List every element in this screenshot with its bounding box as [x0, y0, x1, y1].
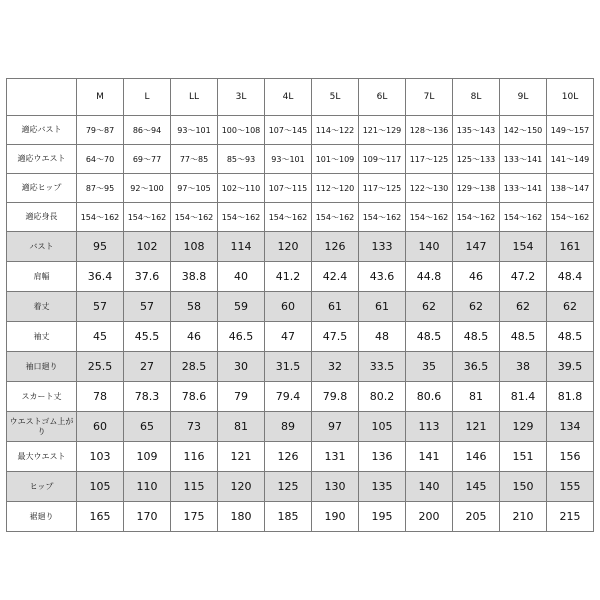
value-cell: 102〜110 [218, 174, 265, 203]
value-cell: 142〜150 [500, 116, 547, 145]
value-cell: 154〜162 [124, 203, 171, 232]
value-cell: 33.5 [359, 352, 406, 382]
value-cell: 45 [77, 322, 124, 352]
table-row [7, 262, 594, 292]
value-cell: 62 [547, 292, 594, 322]
table-row [7, 322, 594, 352]
value-cell: 205 [453, 502, 500, 532]
value-cell: 121〜129 [359, 116, 406, 145]
value-cell: 95 [77, 232, 124, 262]
value-cell: 126 [265, 442, 312, 472]
value-cell: 41.2 [265, 262, 312, 292]
value-cell: 28.5 [171, 352, 218, 382]
value-cell: 32 [312, 352, 359, 382]
value-cell: 47.5 [312, 322, 359, 352]
value-cell: 120 [218, 472, 265, 502]
value-cell: 154〜162 [500, 203, 547, 232]
table-row [7, 145, 594, 174]
value-cell: 38 [500, 352, 547, 382]
value-cell: 121 [453, 412, 500, 442]
value-cell: 78 [77, 382, 124, 412]
value-cell: 200 [406, 502, 453, 532]
size-header-3l: 3L [218, 79, 265, 116]
value-cell: 138〜147 [547, 174, 594, 203]
value-cell: 31.5 [265, 352, 312, 382]
value-cell: 100〜108 [218, 116, 265, 145]
value-cell: 62 [406, 292, 453, 322]
row-label: ウエストゴム上がり [7, 412, 77, 442]
value-cell: 154〜162 [547, 203, 594, 232]
value-cell: 78.6 [171, 382, 218, 412]
value-cell: 48.5 [547, 322, 594, 352]
value-cell: 60 [77, 412, 124, 442]
value-cell: 154〜162 [453, 203, 500, 232]
value-cell: 114〜122 [312, 116, 359, 145]
row-label: ヒップ [7, 472, 77, 502]
value-cell: 190 [312, 502, 359, 532]
value-cell: 81.8 [547, 382, 594, 412]
value-cell: 42.4 [312, 262, 359, 292]
size-header-7l: 7L [406, 79, 453, 116]
value-cell: 27 [124, 352, 171, 382]
value-cell: 44.8 [406, 262, 453, 292]
value-cell: 48.5 [453, 322, 500, 352]
value-cell: 101〜109 [312, 145, 359, 174]
row-label: 適応ヒップ [7, 174, 77, 203]
value-cell: 135〜143 [453, 116, 500, 145]
row-label: 袖口廻り [7, 352, 77, 382]
value-cell: 105 [359, 412, 406, 442]
value-cell: 185 [265, 502, 312, 532]
value-cell: 133〜141 [500, 174, 547, 203]
value-cell: 79.4 [265, 382, 312, 412]
value-cell: 92〜100 [124, 174, 171, 203]
value-cell: 165 [77, 502, 124, 532]
row-label: 最大ウエスト [7, 442, 77, 472]
value-cell: 36.5 [453, 352, 500, 382]
value-cell: 93〜101 [171, 116, 218, 145]
size-header-4l: 4L [265, 79, 312, 116]
value-cell: 121 [218, 442, 265, 472]
value-cell: 93〜101 [265, 145, 312, 174]
value-cell: 59 [218, 292, 265, 322]
size-header-row [7, 79, 594, 116]
value-cell: 25.5 [77, 352, 124, 382]
value-cell: 155 [547, 472, 594, 502]
value-cell: 122〜130 [406, 174, 453, 203]
value-cell: 57 [77, 292, 124, 322]
value-cell: 149〜157 [547, 116, 594, 145]
value-cell: 156 [547, 442, 594, 472]
value-cell: 115 [171, 472, 218, 502]
value-cell: 180 [218, 502, 265, 532]
table-row [7, 174, 594, 203]
value-cell: 112〜120 [312, 174, 359, 203]
value-cell: 133〜141 [500, 145, 547, 174]
value-cell: 125 [265, 472, 312, 502]
table-row [7, 292, 594, 322]
value-cell: 97 [312, 412, 359, 442]
value-cell: 81 [218, 412, 265, 442]
value-cell: 73 [171, 412, 218, 442]
value-cell: 215 [547, 502, 594, 532]
value-cell: 170 [124, 502, 171, 532]
row-label: バスト [7, 232, 77, 262]
value-cell: 37.6 [124, 262, 171, 292]
value-cell: 48.5 [406, 322, 453, 352]
value-cell: 140 [406, 232, 453, 262]
value-cell: 58 [171, 292, 218, 322]
table-row [7, 203, 594, 232]
size-chart-table [6, 78, 594, 532]
value-cell: 47.2 [500, 262, 547, 292]
value-cell: 126 [312, 232, 359, 262]
row-label: 肩幅 [7, 262, 77, 292]
value-cell: 154 [500, 232, 547, 262]
value-cell: 136 [359, 442, 406, 472]
value-cell: 79〜87 [77, 116, 124, 145]
value-cell: 175 [171, 502, 218, 532]
value-cell: 78.3 [124, 382, 171, 412]
value-cell: 113 [406, 412, 453, 442]
size-header-5l: 5L [312, 79, 359, 116]
value-cell: 134 [547, 412, 594, 442]
value-cell: 62 [500, 292, 547, 322]
value-cell: 87〜95 [77, 174, 124, 203]
value-cell: 64〜70 [77, 145, 124, 174]
value-cell: 210 [500, 502, 547, 532]
value-cell: 110 [124, 472, 171, 502]
table-row [7, 352, 594, 382]
value-cell: 79.8 [312, 382, 359, 412]
value-cell: 154〜162 [77, 203, 124, 232]
value-cell: 129 [500, 412, 547, 442]
value-cell: 154〜162 [265, 203, 312, 232]
value-cell: 43.6 [359, 262, 406, 292]
value-cell: 85〜93 [218, 145, 265, 174]
size-header-m: M [77, 79, 124, 116]
value-cell: 116 [171, 442, 218, 472]
value-cell: 125〜133 [453, 145, 500, 174]
value-cell: 120 [265, 232, 312, 262]
value-cell: 109 [124, 442, 171, 472]
value-cell: 60 [265, 292, 312, 322]
value-cell: 38.8 [171, 262, 218, 292]
value-cell: 108 [171, 232, 218, 262]
value-cell: 154〜162 [406, 203, 453, 232]
table-row [7, 502, 594, 532]
value-cell: 103 [77, 442, 124, 472]
value-cell: 80.6 [406, 382, 453, 412]
value-cell: 154〜162 [359, 203, 406, 232]
size-header-10l: 10L [547, 79, 594, 116]
value-cell: 135 [359, 472, 406, 502]
value-cell: 86〜94 [124, 116, 171, 145]
value-cell: 46 [453, 262, 500, 292]
table-row [7, 442, 594, 472]
value-cell: 129〜138 [453, 174, 500, 203]
value-cell: 102 [124, 232, 171, 262]
value-cell: 154〜162 [218, 203, 265, 232]
value-cell: 61 [312, 292, 359, 322]
value-cell: 39.5 [547, 352, 594, 382]
value-cell: 48.5 [500, 322, 547, 352]
value-cell: 36.4 [77, 262, 124, 292]
table-row [7, 232, 594, 262]
value-cell: 80.2 [359, 382, 406, 412]
value-cell: 47 [265, 322, 312, 352]
value-cell: 105 [77, 472, 124, 502]
value-cell: 48 [359, 322, 406, 352]
row-label: 適応バスト [7, 116, 77, 145]
row-label: 裾廻り [7, 502, 77, 532]
value-cell: 151 [500, 442, 547, 472]
value-cell: 46 [171, 322, 218, 352]
value-cell: 77〜85 [171, 145, 218, 174]
value-cell: 107〜115 [265, 174, 312, 203]
table-row [7, 412, 594, 442]
value-cell: 109〜117 [359, 145, 406, 174]
size-header-l: L [124, 79, 171, 116]
table-row [7, 472, 594, 502]
value-cell: 150 [500, 472, 547, 502]
row-label: スカート丈 [7, 382, 77, 412]
table-row [7, 382, 594, 412]
value-cell: 140 [406, 472, 453, 502]
value-cell: 65 [124, 412, 171, 442]
value-cell: 48.4 [547, 262, 594, 292]
row-label: 適応身長 [7, 203, 77, 232]
row-label: 袖丈 [7, 322, 77, 352]
value-cell: 40 [218, 262, 265, 292]
value-cell: 128〜136 [406, 116, 453, 145]
value-cell: 117〜125 [406, 145, 453, 174]
value-cell: 35 [406, 352, 453, 382]
value-cell: 30 [218, 352, 265, 382]
value-cell: 97〜105 [171, 174, 218, 203]
corner-cell [7, 79, 77, 116]
value-cell: 195 [359, 502, 406, 532]
value-cell: 46.5 [218, 322, 265, 352]
value-cell: 131 [312, 442, 359, 472]
value-cell: 62 [453, 292, 500, 322]
value-cell: 146 [453, 442, 500, 472]
value-cell: 147 [453, 232, 500, 262]
value-cell: 107〜145 [265, 116, 312, 145]
size-header-9l: 9L [500, 79, 547, 116]
value-cell: 154〜162 [312, 203, 359, 232]
row-label: 着丈 [7, 292, 77, 322]
value-cell: 114 [218, 232, 265, 262]
value-cell: 81.4 [500, 382, 547, 412]
value-cell: 130 [312, 472, 359, 502]
value-cell: 141〜149 [547, 145, 594, 174]
size-header-6l: 6L [359, 79, 406, 116]
row-label: 適応ウエスト [7, 145, 77, 174]
value-cell: 89 [265, 412, 312, 442]
value-cell: 161 [547, 232, 594, 262]
value-cell: 45.5 [124, 322, 171, 352]
value-cell: 133 [359, 232, 406, 262]
value-cell: 117〜125 [359, 174, 406, 203]
value-cell: 69〜77 [124, 145, 171, 174]
value-cell: 79 [218, 382, 265, 412]
table-row [7, 116, 594, 145]
value-cell: 61 [359, 292, 406, 322]
value-cell: 154〜162 [171, 203, 218, 232]
value-cell: 145 [453, 472, 500, 502]
size-header-8l: 8L [453, 79, 500, 116]
value-cell: 57 [124, 292, 171, 322]
value-cell: 81 [453, 382, 500, 412]
size-header-ll: LL [171, 79, 218, 116]
value-cell: 141 [406, 442, 453, 472]
